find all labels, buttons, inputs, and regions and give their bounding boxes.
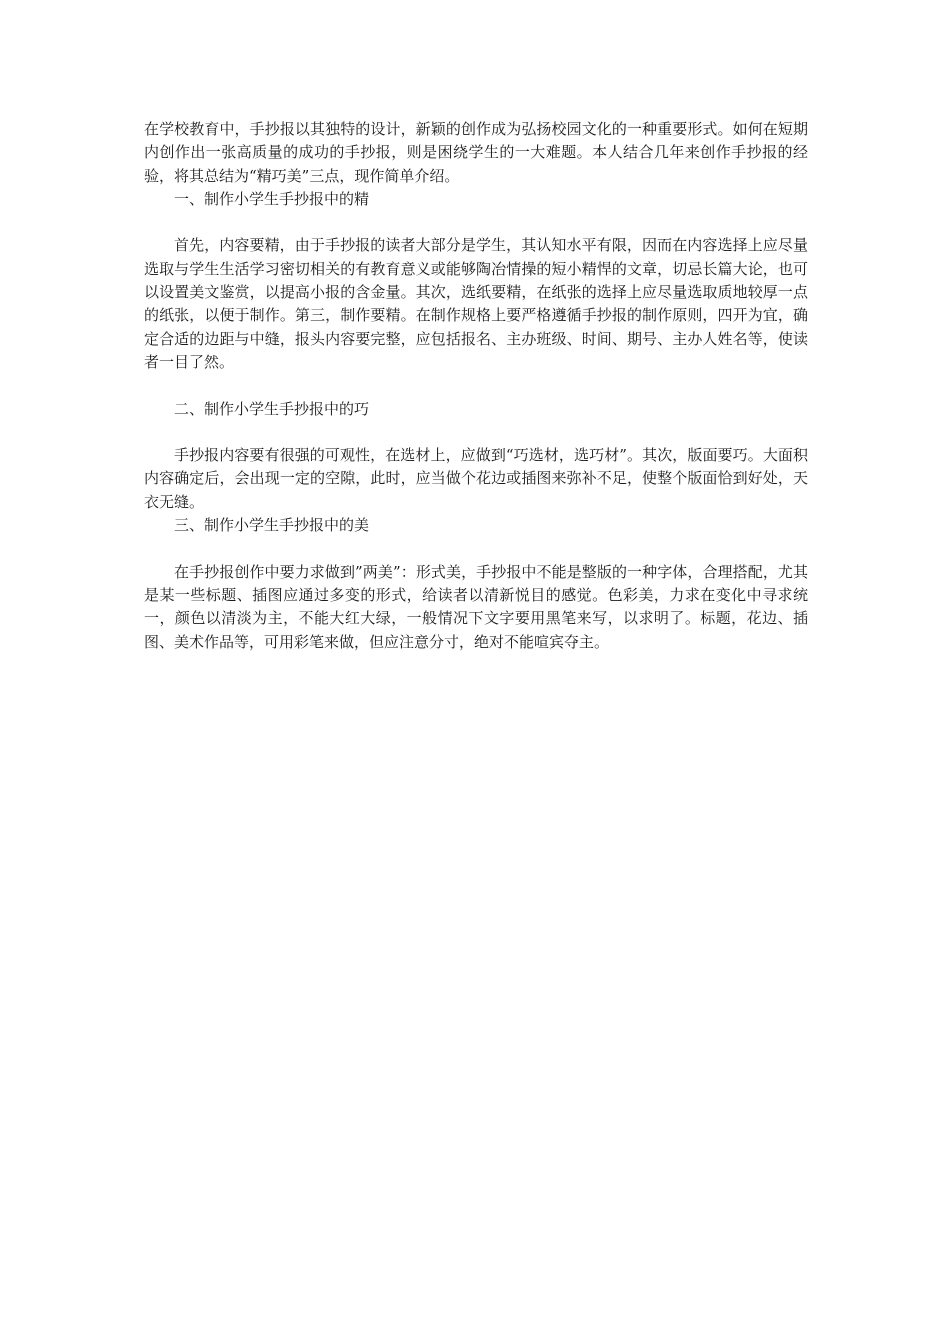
section-body-1: 首先，内容要精，由于手抄报的读者大部分是学生，其认知水平有限，因而在内容选择上应尽量选取与学生生活学习密切相关的有教育意义或能够陶冶情操的短小精悍的文章，切忌长篇大论，也可以设置美文鉴赏，以提高小报的含金量。其次，选纸要精，在纸张的选择上应尽量选取质地较厚一点的纸张，以便于制作。第三，制作要精。在制作规格上要严格遵循手抄报的制作原则，四开为宜，确定合适的边距与中缝，报头内容要完整，应包括报名、主办班级、时间、期号、主办人姓名等，使读者一目了然。 bbox=[144, 236, 808, 371]
section-body-2: 手抄报内容要有很强的可观性，在选材上，应做到“巧选材，选巧材”。其次，版面要巧。大面积内容确定后，会出现一定的空隙，此时，应当做个花边或插图来弥补不足，使整个版面恰到好处，天衣无缝。 bbox=[144, 446, 808, 511]
paragraph-gap bbox=[144, 421, 808, 444]
paragraph-gap bbox=[144, 211, 808, 234]
section-body-3: 在手抄报创作中要力求做到”两美”：形式美，手抄报中不能是整版的一种字体，合理搭配，尤其是某一些标题、插图应通过多变的形式，给读者以清新悦目的感觉。色彩美，力求在变化中寻求统一，颜色以清淡为主，不能大红大绿，一般情况下文字要用黑笔来写，以求明了。标题，花边、插图、美术作品等，可用彩笔来做，但应注意分寸，绝对不能喧宾夺主。 bbox=[144, 562, 808, 651]
intro-paragraph: 在学校教育中，手抄报以其独特的设计，新颖的创作成为弘扬校园文化的一种重要形式。如何在短期内创作出一张高质量的成功的手抄报，则是困绕学生的一大难题。本人结合几年来创作手抄报的经验，将其总结为“精巧美”三点，现作简单介绍。 bbox=[144, 120, 808, 185]
section-heading-2: 二、制作小学生手抄报中的巧 bbox=[174, 399, 370, 418]
section-heading-3: 三、制作小学生手抄报中的美 bbox=[174, 516, 370, 535]
section-heading-1: 一、制作小学生手抄报中的精 bbox=[174, 189, 370, 208]
document-page bbox=[144, 118, 808, 654]
paragraph-gap bbox=[144, 537, 808, 560]
paragraph-gap bbox=[144, 374, 808, 397]
